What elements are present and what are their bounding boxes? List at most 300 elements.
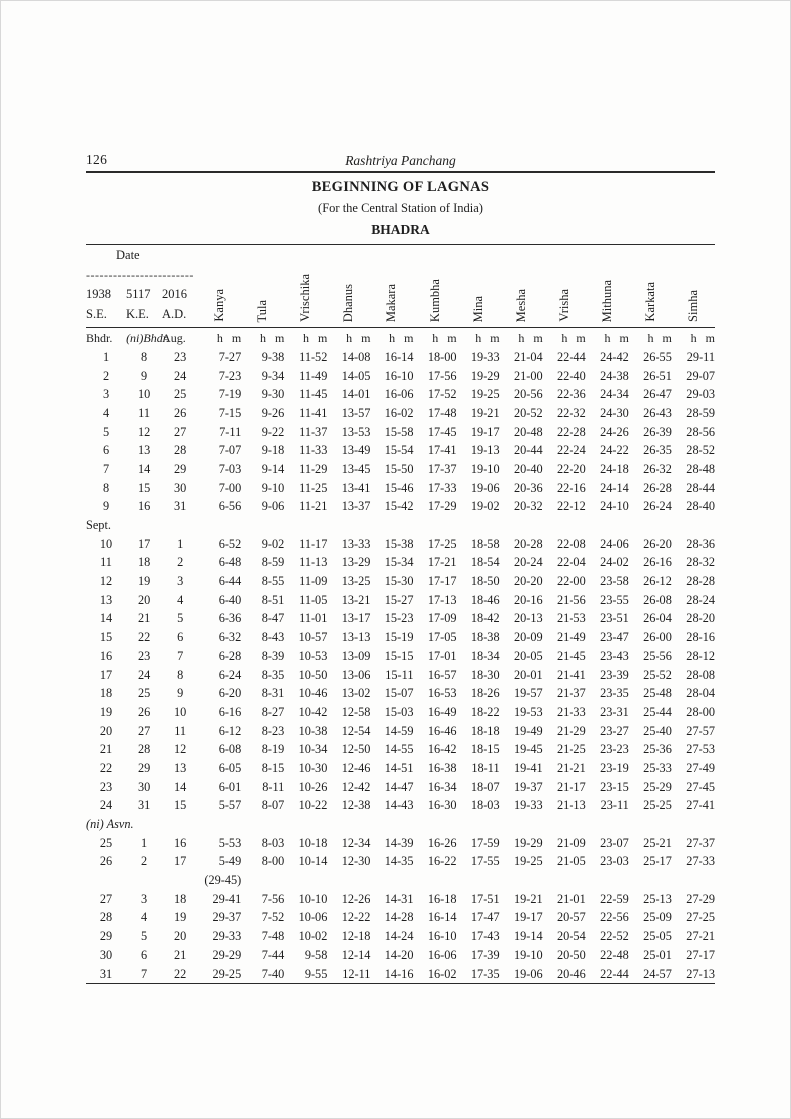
table-row [86,572,715,591]
time-cell-kumbha: 16-38 [427,760,457,775]
time-cell-tula: 9-30 [261,387,285,402]
time-cell-vrischika: 9-55 [304,966,328,981]
time-cell-makara: 14-47 [384,779,414,794]
ke-date-cell: 4 [141,910,148,925]
time-cell-kumbha: 17-21 [427,555,457,570]
time-cell-tula: 8-03 [261,835,285,850]
empty-cell [586,815,629,834]
time-cell-mesha: 20-28 [513,536,543,551]
time-cell-mithuna: 23-07 [600,835,629,850]
time-cell-karkata: 26-51 [643,368,672,383]
time-cell-mina: 18-46 [470,592,500,607]
time-cell-vrisha: 22-12 [557,499,586,514]
time-cell-vrischika: 10-02 [298,929,328,944]
time-cell-vrisha: 21-05 [557,854,586,869]
time-cell-vrischika: 11-37 [299,424,328,439]
empty-cell [284,815,327,834]
note-row [86,815,715,834]
table-row [86,404,715,423]
time-cell-tula: 9-10 [261,480,285,495]
time-cell-dhanus: 12-42 [341,779,371,794]
time-cell-mesha: 20-09 [513,630,543,645]
time-cell-mithuna: 24-26 [600,424,629,439]
time-cell-karkata: 24-57 [643,966,672,981]
time-cell-kanya: 6-56 [218,499,242,514]
time-cell-kanya: 6-08 [218,742,242,757]
time-cell-dhanus: 13-21 [341,592,371,607]
time-cell-mithuna: 22-56 [600,910,629,925]
time-cell-vrisha: 21-17 [557,779,586,794]
table-row [86,666,715,685]
time-cell-simha: 27-21 [686,929,715,944]
se-date-cell: 8 [102,480,110,495]
se-date-cell: 4 [102,405,110,420]
table-row [86,778,715,797]
time-cell-simha: 28-59 [686,405,715,420]
time-cell-karkata: 26-20 [643,536,672,551]
time-cell-tula: 9-38 [261,349,285,364]
time-unit-cell: h m [518,330,543,345]
ke-date-cell: 13 [137,443,151,458]
empty-cell [327,815,370,834]
ad-date-cell: 10 [173,704,187,719]
time-cell-tula: 8-00 [261,854,285,869]
time-cell-mina: 17-51 [470,891,500,906]
ke-date-cell: 29 [137,760,151,775]
year-row [86,280,198,302]
time-unit-cell: h m [259,330,285,345]
time-cell-makara: 14-24 [384,929,414,944]
time-cell-mithuna: 22-59 [600,891,629,906]
time-cell-makara: 14-28 [384,910,414,925]
time-cell-mesha: 20-40 [513,461,543,476]
ke-date-cell: 16 [137,499,151,514]
time-cell-simha: 28-12 [686,648,715,663]
time-cell-simha: 27-33 [686,854,715,869]
column-header-makara [370,245,413,328]
ad-date-cell: 5 [177,611,184,626]
time-unit-cell: h m [604,330,629,345]
time-cell-mithuna: 22-48 [600,947,629,962]
time-cell-dhanus: 13-25 [341,574,371,589]
time-cell-kumbha: 17-13 [427,592,457,607]
time-unit-cell: h m [303,330,328,345]
time-cell-makara: 16-02 [384,405,414,420]
time-cell-dhanus: 12-18 [341,929,371,944]
table-body [86,348,715,984]
time-cell-kumbha: 17-48 [427,405,457,420]
time-cell-tula: 8-35 [261,667,285,682]
time-cell-mesha: 19-57 [513,686,543,701]
time-cell-makara: 15-38 [384,536,414,551]
column-header-kumbha [413,245,456,328]
time-cell-mesha: 20-52 [513,405,543,420]
time-cell-mithuna: 24-06 [600,536,629,551]
time-cell-kumbha: 16-14 [427,910,457,925]
table-row [86,740,715,759]
time-cell-makara: 15-30 [384,574,414,589]
time-cell-karkata: 26-32 [643,461,672,476]
time-cell-mina: 19-02 [470,499,500,514]
time-cell-mithuna: 23-55 [600,592,629,607]
time-cell-karkata: 26-04 [643,611,672,626]
empty-cell [198,516,241,535]
empty-cell [327,516,370,535]
time-cell-makara: 14-55 [384,742,414,757]
time-cell-kanya: 6-16 [218,704,242,719]
time-cell-vrischika: 11-05 [299,592,328,607]
time-cell-mithuna: 23-23 [600,742,629,757]
time-cell-kanya: 7-15 [218,405,242,420]
time-cell-mina: 18-03 [470,798,500,813]
time-cell-vrischika: 11-21 [299,499,328,514]
time-cell-tula: 9-06 [261,499,285,514]
time-cell-vrisha: 22-44 [557,349,586,364]
time-cell-karkata: 26-39 [643,424,672,439]
time-cell-mesha: 19-49 [513,723,543,738]
time-cell-mithuna: 24-18 [600,461,629,476]
time-cell-vrisha: 21-41 [557,667,586,682]
table-row [86,946,715,965]
time-cell-vrischika: 11-49 [299,368,328,383]
table-row [86,423,715,442]
time-cell-tula: 9-14 [261,461,285,476]
time-cell-kanya: 7-07 [218,443,242,458]
empty-cell [284,516,327,535]
time-cell-simha: 28-44 [686,480,715,495]
time-cell-dhanus: 12-34 [341,835,371,850]
time-unit-cell: h m [346,330,371,345]
time-cell-vrischika: 11-52 [299,349,328,364]
time-cell-simha: 29-07 [686,368,715,383]
time-cell-kumbha: 16-30 [427,798,457,813]
empty-cell [241,871,284,890]
time-cell-dhanus: 13-53 [341,424,371,439]
time-cell-dhanus: 12-14 [341,947,371,962]
time-cell-tula: 7-52 [261,910,285,925]
time-cell-vrisha: 20-54 [557,929,586,944]
ke-date-cell: 22 [137,630,151,645]
time-cell-makara: 15-42 [384,499,414,514]
time-cell-karkata: 25-01 [643,947,672,962]
time-cell-simha: 28-24 [686,592,715,607]
time-cell-makara: 14-35 [384,854,414,869]
time-cell-dhanus: 14-05 [341,368,371,383]
time-cell-kanya: 6-48 [218,555,242,570]
time-cell-dhanus: 12-54 [341,723,371,738]
time-cell-mina: 17-55 [470,854,500,869]
empty-cell [413,871,456,890]
time-cell-kumbha: 16-46 [427,723,457,738]
lagna-name: Vrischika [298,274,313,322]
time-cell-dhanus: 12-46 [341,760,371,775]
ke-date-cell: 11 [138,405,150,420]
time-cell-vrischika: 10-38 [298,723,328,738]
page-number: 126 [86,152,108,167]
time-cell-mesha: 19-37 [513,779,543,794]
time-cell-vrisha: 22-32 [557,405,586,420]
time-cell-vrischika: 10-30 [298,760,328,775]
time-cell-kanya: 7-00 [218,480,242,495]
ke-date-cell: 10 [137,387,151,402]
time-cell-mithuna: 24-10 [600,499,629,514]
ad-date-cell: 15 [173,798,187,813]
time-cell-kumbha: 17-33 [427,480,457,495]
lagna-table [86,244,715,984]
time-cell-simha: 28-16 [686,630,715,645]
time-cell-tula: 7-44 [261,947,285,962]
time-cell-mithuna: 22-52 [600,929,629,944]
time-cell-tula: 8-27 [261,704,285,719]
time-cell-simha: 28-28 [686,574,715,589]
se-date-cell: 13 [99,592,113,607]
time-cell-kumbha: 16-18 [427,891,457,906]
table-row [86,535,715,554]
time-cell-simha: 27-53 [686,742,715,757]
time-cell-mesha: 20-36 [513,480,543,495]
time-cell-mina: 19-33 [470,349,500,364]
time-cell-tula: 7-40 [261,966,285,981]
table-row [86,441,715,460]
time-cell-makara: 15-07 [384,686,414,701]
se-date-cell: 27 [99,891,113,906]
time-cell-vrischika: 10-26 [298,779,328,794]
empty-cell [629,815,672,834]
table-row [86,965,715,984]
subheader-row [86,328,715,349]
time-cell-vrisha: 21-25 [557,742,586,757]
table-row [86,348,715,367]
lagna-name: Simha [685,290,700,322]
year-label-ad: 2016 [162,287,187,301]
ke-date-cell: 20 [137,592,151,607]
empty-cell [86,871,198,890]
time-cell-mina: 19-29 [470,368,500,383]
time-cell-mina: 18-07 [470,779,500,794]
ad-date-cell: 6 [177,630,184,645]
time-cell-vrisha: 22-00 [557,574,586,589]
time-cell-mesha: 20-20 [513,574,543,589]
time-cell-karkata: 25-56 [643,648,672,663]
time-cell-kanya: 6-05 [218,760,242,775]
time-cell-mesha: 21-00 [513,368,543,383]
column-header-tula [241,245,284,328]
ad-date-cell: 22 [173,966,187,981]
ke-date-cell: 18 [137,555,151,570]
time-cell-mithuna: 23-19 [600,760,629,775]
ke-date-cell: 27 [137,723,151,738]
table-row [86,460,715,479]
time-cell-karkata: 25-09 [643,910,672,925]
time-cell-mina: 18-15 [470,742,500,757]
se-date-cell: 25 [99,835,113,850]
time-cell-vrischika: 11-45 [299,387,328,402]
time-cell-simha: 29-11 [686,349,715,364]
lagna-name: Tula [255,299,270,322]
time-cell-kumbha: 17-52 [427,387,457,402]
time-cell-mesha: 19-41 [513,760,543,775]
time-cell-mesha: 19-25 [513,854,543,869]
ke-date-cell: 24 [137,667,151,682]
time-cell-mithuna: 23-51 [600,611,629,626]
ad-date-cell: 25 [173,387,187,402]
ke-date-cell: 15 [137,480,151,495]
year-label-ke: 5117 [126,287,151,301]
time-cell-dhanus: 13-02 [341,686,371,701]
time-cell-kumbha: 17-56 [427,368,457,383]
time-cell-mesha: 20-56 [513,387,543,402]
ad-date-cell: 18 [173,891,187,906]
ad-date-cell: 11 [174,723,187,738]
time-cell-mesha: 19-17 [513,910,543,925]
time-cell-mesha: 20-16 [513,592,543,607]
time-cell-simha: 27-49 [686,760,715,775]
time-cell-kanya: 6-12 [218,723,242,738]
se-date-cell: 11 [100,555,112,570]
time-cell-karkata: 25-44 [643,704,672,719]
time-cell-vrisha: 22-16 [557,480,586,495]
time-cell-kumbha: 16-42 [427,742,457,757]
time-cell-mina: 19-25 [470,387,500,402]
time-cell-dhanus: 13-45 [341,461,371,476]
time-cell-mithuna: 23-47 [600,630,629,645]
time-cell-vrischika: 10-53 [298,648,328,663]
time-cell-kanya: 29-33 [212,929,242,944]
time-cell-mesha: 19-33 [513,798,543,813]
time-cell-simha: 27-17 [686,947,715,962]
se-date-cell: 24 [99,798,113,813]
lagna-name: Kanya [212,289,227,322]
table-row [86,927,715,946]
time-cell-mina: 17-35 [470,966,500,981]
time-cell-vrisha: 22-20 [557,461,586,476]
ad-date-cell: 24 [173,368,187,383]
time-cell-kanya: 29-29 [212,947,242,962]
time-cell-dhanus: 13-06 [341,667,371,682]
time-cell-mithuna: 23-15 [600,779,629,794]
se-date-cell: 3 [102,387,110,402]
time-cell-karkata: 25-40 [643,723,672,738]
time-cell-vrischika: 11-33 [299,443,328,458]
time-cell-kanya: 29-41 [212,891,242,906]
empty-cell [500,516,543,535]
time-cell-tula: 8-31 [261,686,285,701]
time-cell-mina: 17-39 [470,947,500,962]
empty-cell [370,516,413,535]
time-cell-mina: 18-22 [470,704,500,719]
ke-date-cell: 30 [137,779,151,794]
time-cell-kumbha: 16-53 [427,686,457,701]
ke-date-cell: 23 [137,648,151,663]
time-cell-mina: 18-54 [470,555,500,570]
time-cell-mina: 19-10 [470,461,500,476]
time-cell-simha: 27-57 [686,723,715,738]
ad-date-cell: 17 [173,854,187,869]
time-cell-tula: 8-59 [261,555,285,570]
time-cell-mesha: 20-48 [513,424,543,439]
time-cell-dhanus: 12-50 [341,742,371,757]
time-cell-mithuna: 24-38 [600,368,629,383]
time-cell-makara: 15-54 [384,443,414,458]
time-unit-cell: h m [647,330,672,345]
time-cell-mina: 18-18 [470,723,500,738]
lagna-name: Vrisha [556,289,571,322]
time-cell-mina: 19-13 [470,443,500,458]
time-cell-tula: 9-34 [261,368,285,383]
time-cell-kumbha: 17-37 [427,461,457,476]
se-date-cell: 16 [99,648,113,663]
time-cell-tula: 7-48 [261,929,285,944]
time-cell-kanya: 5-53 [218,835,242,850]
time-cell-tula: 8-15 [261,760,285,775]
ad-date-cell: 30 [173,480,187,495]
time-cell-kanya: 6-20 [218,686,242,701]
time-cell-vrischika: 10-46 [298,686,328,701]
time-cell-mesha: 20-13 [513,611,543,626]
time-cell-kanya: 6-28 [218,648,242,663]
time-cell-vrischika: 10-18 [298,835,328,850]
empty-cell [672,516,715,535]
time-cell-simha: 28-32 [686,555,715,570]
lagna-name: Mina [470,295,485,322]
se-date-cell: 26 [99,854,113,869]
time-cell-kanya: 7-23 [218,368,242,383]
time-cell-karkata: 25-21 [643,835,672,850]
time-cell-simha: 28-00 [686,704,715,719]
time-cell-vrisha: 20-50 [557,947,586,962]
table-row [86,890,715,909]
time-cell-mesha: 19-29 [513,835,543,850]
time-cell-kanya: 6-01 [218,779,242,794]
lagna-name: Mithuna [599,279,614,322]
se-date-cell: 5 [102,424,110,439]
ad-date-cell: 4 [177,592,184,607]
time-cell-simha: 27-41 [686,798,715,813]
time-cell-kumbha: 17-45 [427,424,457,439]
table-row [86,647,715,666]
time-cell-karkata: 25-25 [643,798,672,813]
time-cell-mina: 18-38 [470,630,500,645]
time-cell-makara: 14-59 [384,723,414,738]
time-cell-makara: 15-27 [384,592,414,607]
empty-cell [457,516,500,535]
empty-cell [629,871,672,890]
time-cell-tula: 8-55 [261,574,285,589]
ad-date-cell: 29 [173,461,187,476]
era-label: K.E. [126,307,149,321]
time-unit-cell: h m [475,330,500,345]
time-cell-makara: 15-58 [384,424,414,439]
se-date-cell: 10 [99,536,113,551]
time-cell-dhanus: 12-11 [342,966,371,981]
se-date-cell: 21 [99,742,113,757]
ad-date-cell: 9 [177,686,184,701]
time-cell-vrischika: 11-13 [299,555,328,570]
time-cell-tula: 9-18 [261,443,285,458]
time-cell-kanya: 5-49 [218,854,242,869]
se-date-cell: 23 [99,779,113,794]
empty-cell [500,871,543,890]
date-subheader-cell: (ni)Bhdr. [126,330,170,345]
time-cell-tula: 8-43 [261,630,285,645]
time-cell-mina: 18-30 [470,667,500,682]
ad-date-cell: 16 [173,835,187,850]
time-cell-kanya: 6-52 [218,536,242,551]
empty-cell [586,871,629,890]
time-cell-tula: 7-56 [261,891,285,906]
time-cell-mesha: 20-05 [513,648,543,663]
time-cell-makara: 15-15 [384,648,414,663]
